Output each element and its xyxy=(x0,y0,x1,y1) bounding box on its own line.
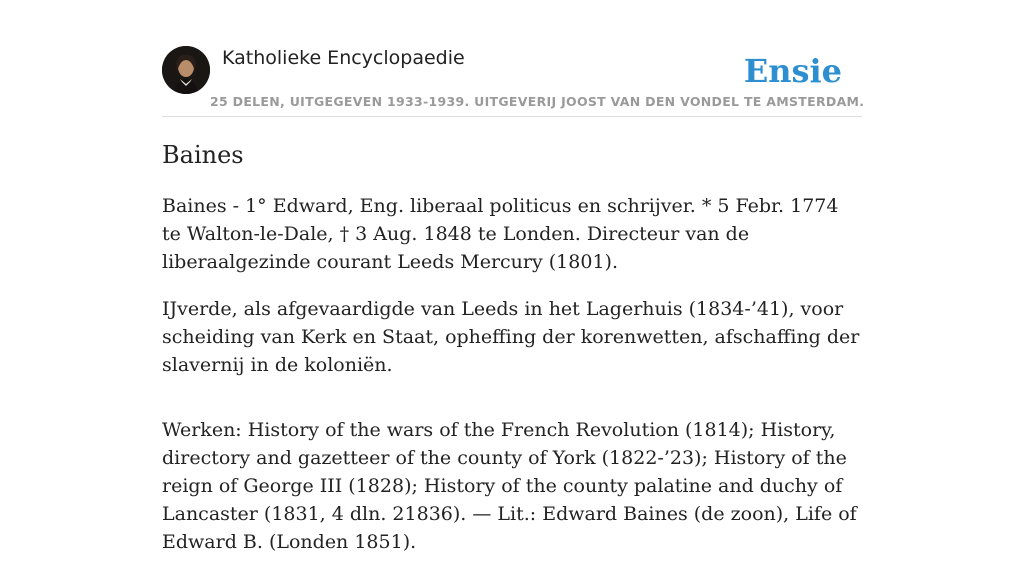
entry-paragraph: IJverde, als afgevaardigde van Leeds in het Lagerhuis (1834-’41), voor scheiding van Kerk en Staat, opheffing der korenwetten, afschaffing der slavernij in de koloniën. xyxy=(162,298,860,376)
entry-works-paragraph: Werken: History of the wars of the French Revolution (1814); History, directory and gazetteer of the county of York (1822-’23); History of the reign of George III (1828); History of the county palatine and duchy of Lancaster (1831, 4 dln. 21836). — Lit.: Edward Baines (de zoon), Life of Edward B. (Londen 1851). xyxy=(162,419,857,553)
entry-title: Baines xyxy=(162,141,244,169)
source-subtitle: 25 DELEN, UITGEGEVEN 1933-1939. UITGEVERIJ JOOST VAN DEN VONDEL TE AMSTERDAM. xyxy=(210,94,865,109)
source-title[interactable]: Katholieke Encyclopaedie xyxy=(222,47,465,69)
ensie-logo-link[interactable]: Ensie xyxy=(743,52,842,90)
entry-paragraph: Baines - 1° Edward, Eng. liberaal politicus en schrijver. * 5 Febr. 1774 te Walton-le-Dale, † 3 Aug. 1848 te Londen. Directeur van de liberaalgezinde courant Leeds Mercury (1801). xyxy=(162,195,839,273)
source-header xyxy=(162,46,865,117)
entry-content xyxy=(162,192,862,575)
portrait-avatar-icon[interactable] xyxy=(162,46,210,94)
